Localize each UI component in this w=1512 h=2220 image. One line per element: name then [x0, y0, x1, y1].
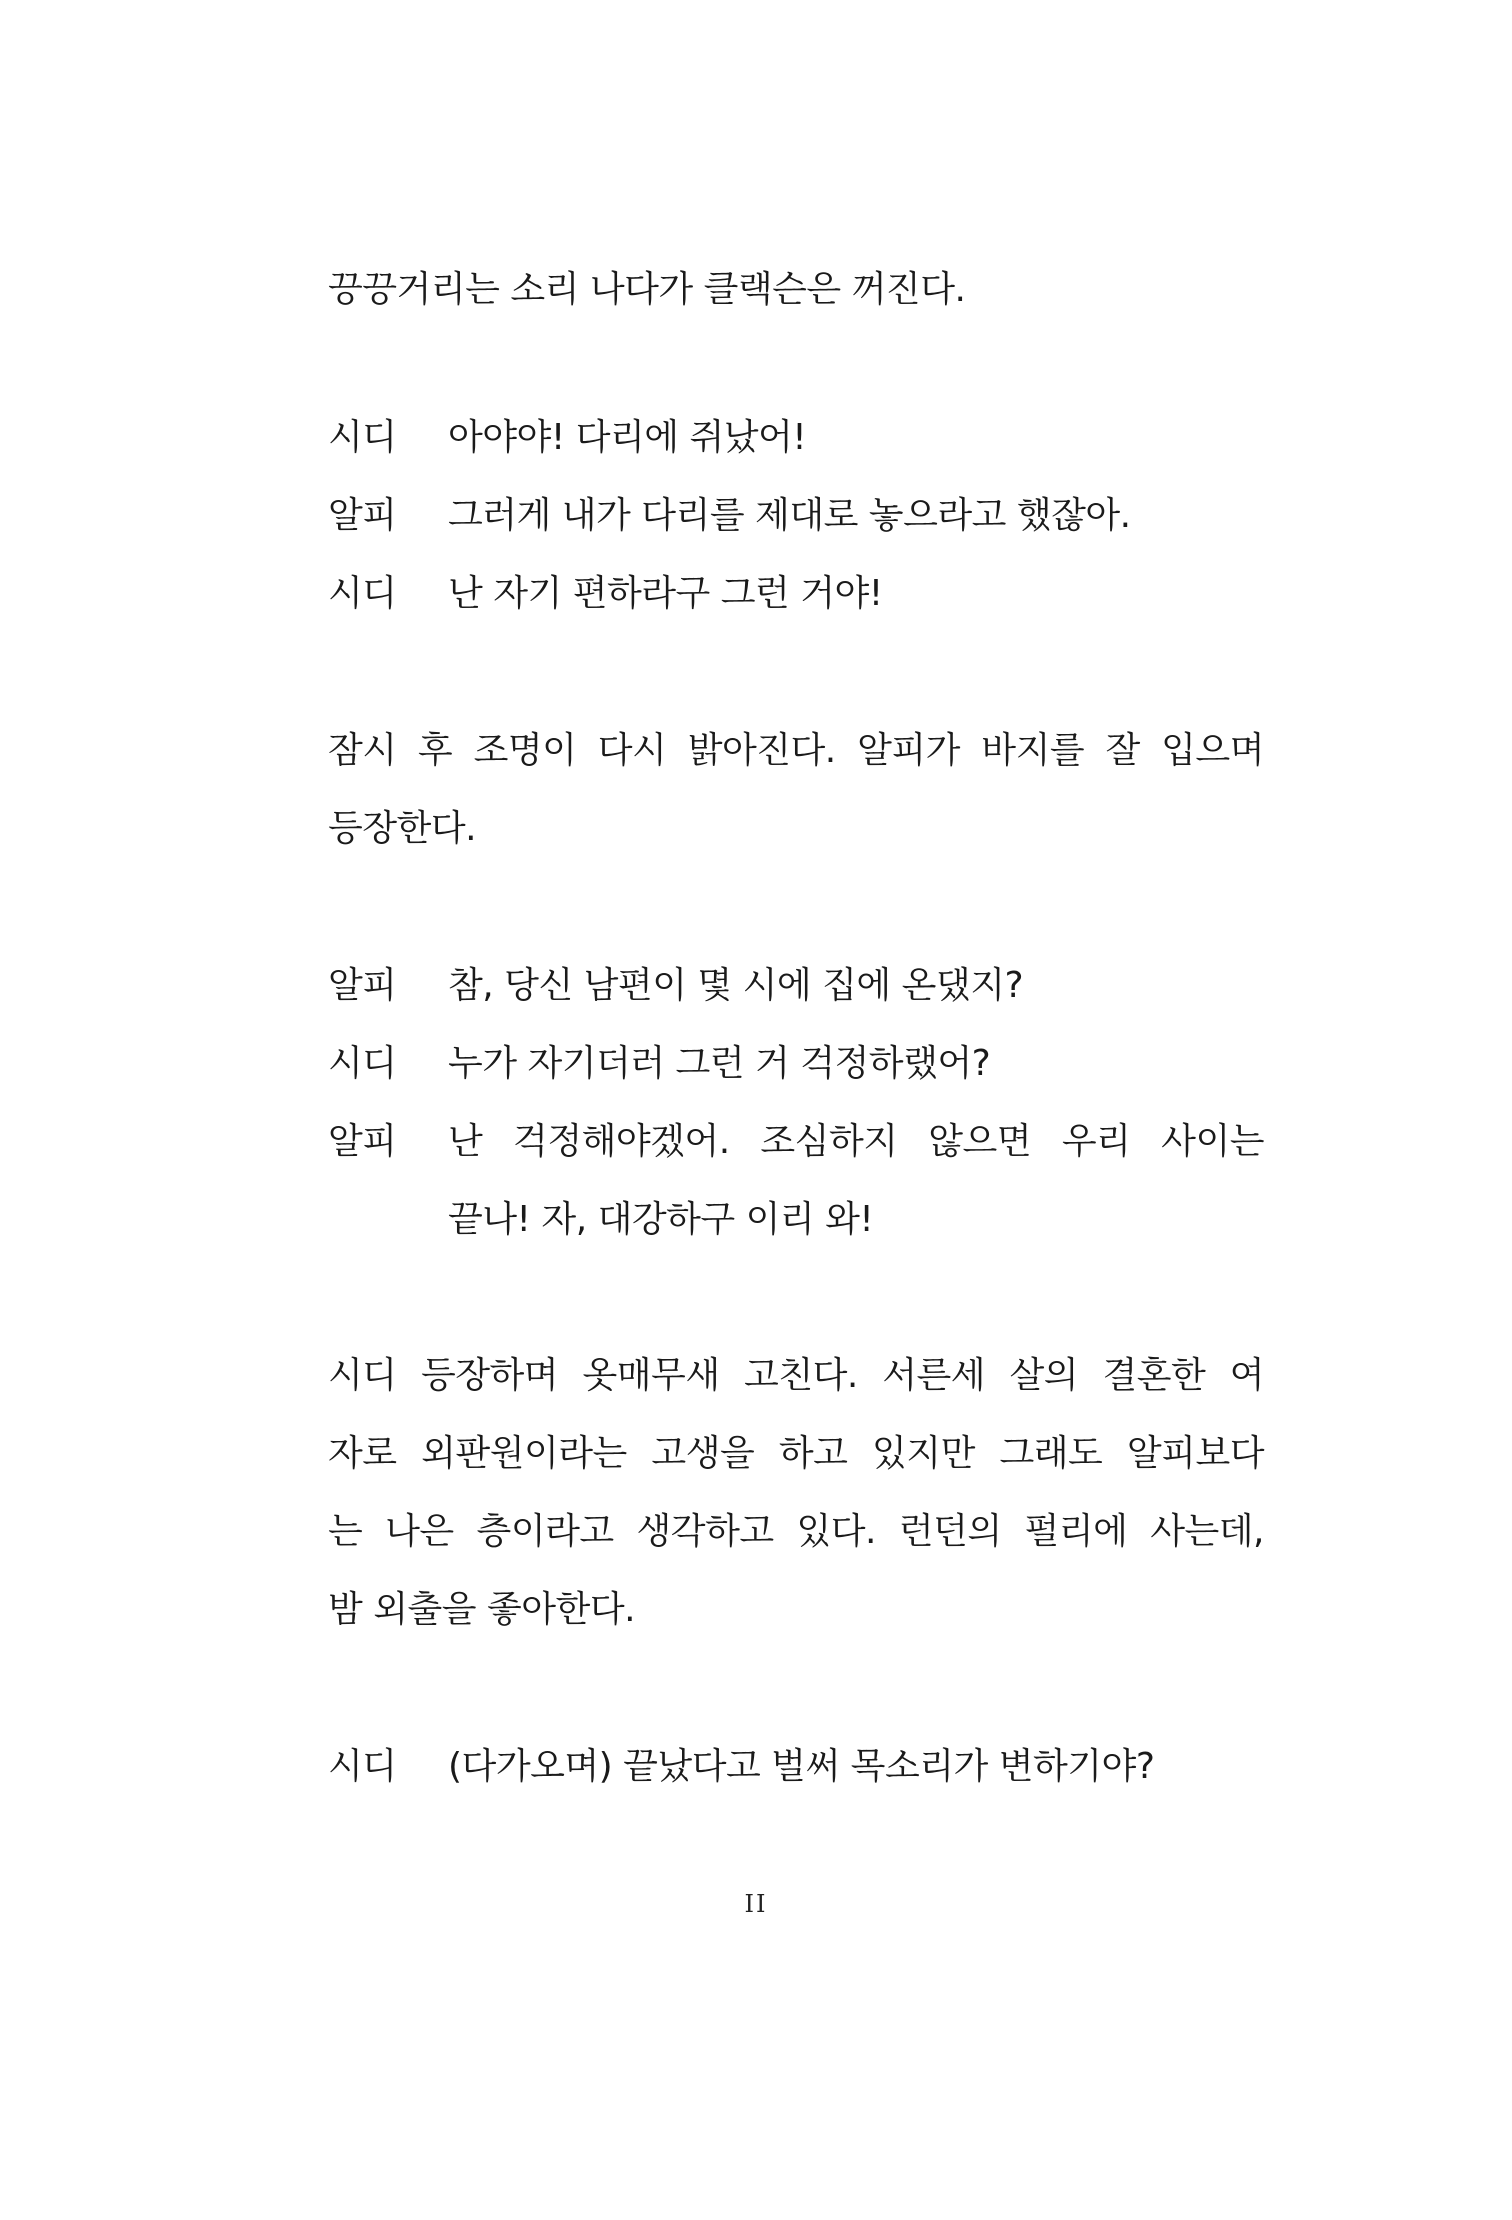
dialogue-line — [328, 399, 1264, 477]
speech-line: 그러게 내가 다리를 제대로 놓으라고 했잖아. — [448, 495, 1131, 536]
page-number: II — [744, 1890, 768, 1918]
dialogue-block — [328, 1728, 1264, 1806]
dialogue-line — [328, 1103, 1264, 1259]
speech-text — [448, 1025, 1264, 1103]
speaker-name: 시디 — [328, 1043, 397, 1084]
stage-direction-line: 시디 등장하며 옷매무새 고친다. 서른세 살의 결혼한 여 — [328, 1355, 1264, 1396]
speech-text — [448, 1103, 1264, 1259]
stage-direction-line: 는 나은 층이라고 생각하고 있다. 런던의 펄리에 사는데, — [328, 1511, 1264, 1552]
speech-line: 누가 자기더러 그런 거 걱정하랬어? — [448, 1043, 991, 1084]
stage-direction — [328, 1337, 1264, 1649]
stage-direction — [328, 251, 1264, 329]
stage-direction-line: 등장한다. — [328, 808, 477, 849]
dialogue-block — [328, 399, 1264, 633]
speech-line: (다가오며) 끝났다고 벌써 목소리가 변하기야? — [448, 1746, 1155, 1787]
speaker-name: 시디 — [328, 417, 397, 458]
dialogue-block — [328, 947, 1264, 1259]
speaker-name: 알피 — [328, 965, 397, 1006]
stage-direction-line: 잠시 후 조명이 다시 밝아진다. 알피가 바지를 잘 입으며 — [328, 730, 1264, 771]
speech-line: 아야야! 다리에 쥐났어! — [448, 417, 807, 458]
speech-line: 난 자기 편하라구 그런 거야! — [448, 573, 883, 614]
speech-text — [448, 947, 1264, 1025]
speaker-name: 알피 — [328, 495, 397, 536]
speech-line: 끝나! 자, 대강하구 이리 와! — [448, 1199, 874, 1240]
speech-text — [448, 399, 1264, 477]
speaker-name: 시디 — [328, 1746, 397, 1787]
stage-direction-line: 끙끙거리는 소리 나다가 클랙슨은 꺼진다. — [328, 269, 966, 310]
speech-text — [448, 477, 1264, 555]
speech-text — [448, 555, 1264, 633]
dialogue-line — [328, 555, 1264, 633]
stage-direction — [328, 712, 1264, 868]
dialogue-line — [328, 947, 1264, 1025]
stage-direction-line: 자로 외판원이라는 고생을 하고 있지만 그래도 알피보다 — [328, 1433, 1264, 1474]
dialogue-line — [328, 1025, 1264, 1103]
speech-text — [448, 1728, 1264, 1806]
speaker-name: 알피 — [328, 1121, 397, 1162]
speaker-name: 시디 — [328, 573, 397, 614]
dialogue-line — [328, 477, 1264, 555]
stage-direction-line: 밤 외출을 좋아한다. — [328, 1589, 636, 1630]
speech-line: 난 걱정해야겠어. 조심하지 않으면 우리 사이는 — [448, 1121, 1264, 1162]
dialogue-line — [328, 1728, 1264, 1806]
speech-line: 참, 당신 남편이 몇 시에 집에 온댔지? — [448, 965, 1024, 1006]
